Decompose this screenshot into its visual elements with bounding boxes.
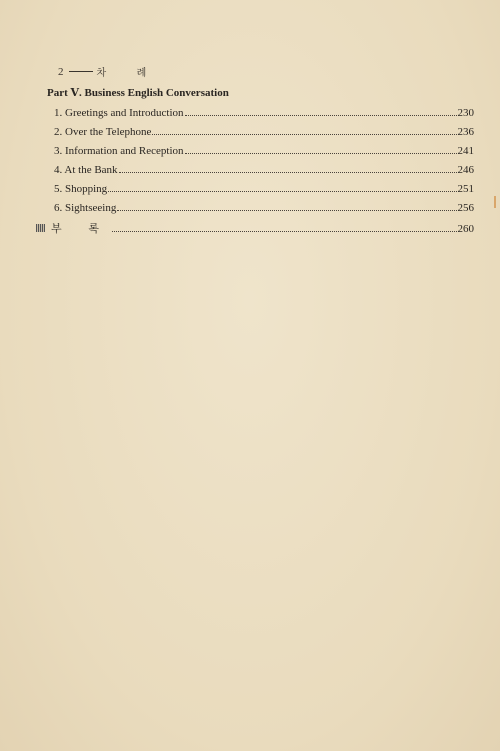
appendix-label: 부 록 xyxy=(51,223,112,235)
toc-entry-label: 2. Over the Telephone xyxy=(54,126,152,138)
toc-entry-label: 4. At the Bank xyxy=(54,164,118,176)
page-number: 2 xyxy=(58,65,65,78)
toc-entry-page: 236 xyxy=(457,126,474,138)
appendix-page: 260 xyxy=(457,223,474,235)
toc-entry-page: 246 xyxy=(457,164,474,176)
toc-entry-label: 1. Greetings and Introduction xyxy=(54,107,184,119)
dot-leader xyxy=(119,164,457,173)
part-heading: Part Ⅴ. Business English Conversation xyxy=(47,87,229,99)
running-head-dash xyxy=(69,71,93,72)
toc-entry-label: 6. Sightseeing xyxy=(54,202,117,214)
toc-entry-page: 256 xyxy=(457,202,474,214)
dot-leader xyxy=(117,202,456,211)
dot-leader xyxy=(112,223,456,232)
page-edge-mark xyxy=(494,196,496,208)
running-head-title: 차 례 xyxy=(96,68,161,79)
toc-entry-page: 241 xyxy=(457,145,474,157)
dot-leader xyxy=(185,107,457,116)
dot-leader xyxy=(152,126,456,135)
toc-entry-label: 3. Information and Reception xyxy=(54,145,184,157)
running-head xyxy=(58,64,160,79)
toc-entry xyxy=(54,126,474,145)
toc-entry-page: 230 xyxy=(457,107,474,119)
dot-leader xyxy=(185,145,457,154)
table-of-contents xyxy=(54,107,474,221)
toc-appendix-entry xyxy=(36,220,474,239)
toc-entry xyxy=(54,107,474,126)
square-bullet-icon xyxy=(36,224,45,232)
dot-leader xyxy=(108,183,456,192)
toc-entry xyxy=(54,202,474,221)
toc-entry-label: 5. Shopping xyxy=(54,183,108,195)
toc-entry-page: 251 xyxy=(457,183,474,195)
toc-entry xyxy=(54,145,474,164)
toc-entry xyxy=(54,183,474,202)
toc-entry xyxy=(54,164,474,183)
